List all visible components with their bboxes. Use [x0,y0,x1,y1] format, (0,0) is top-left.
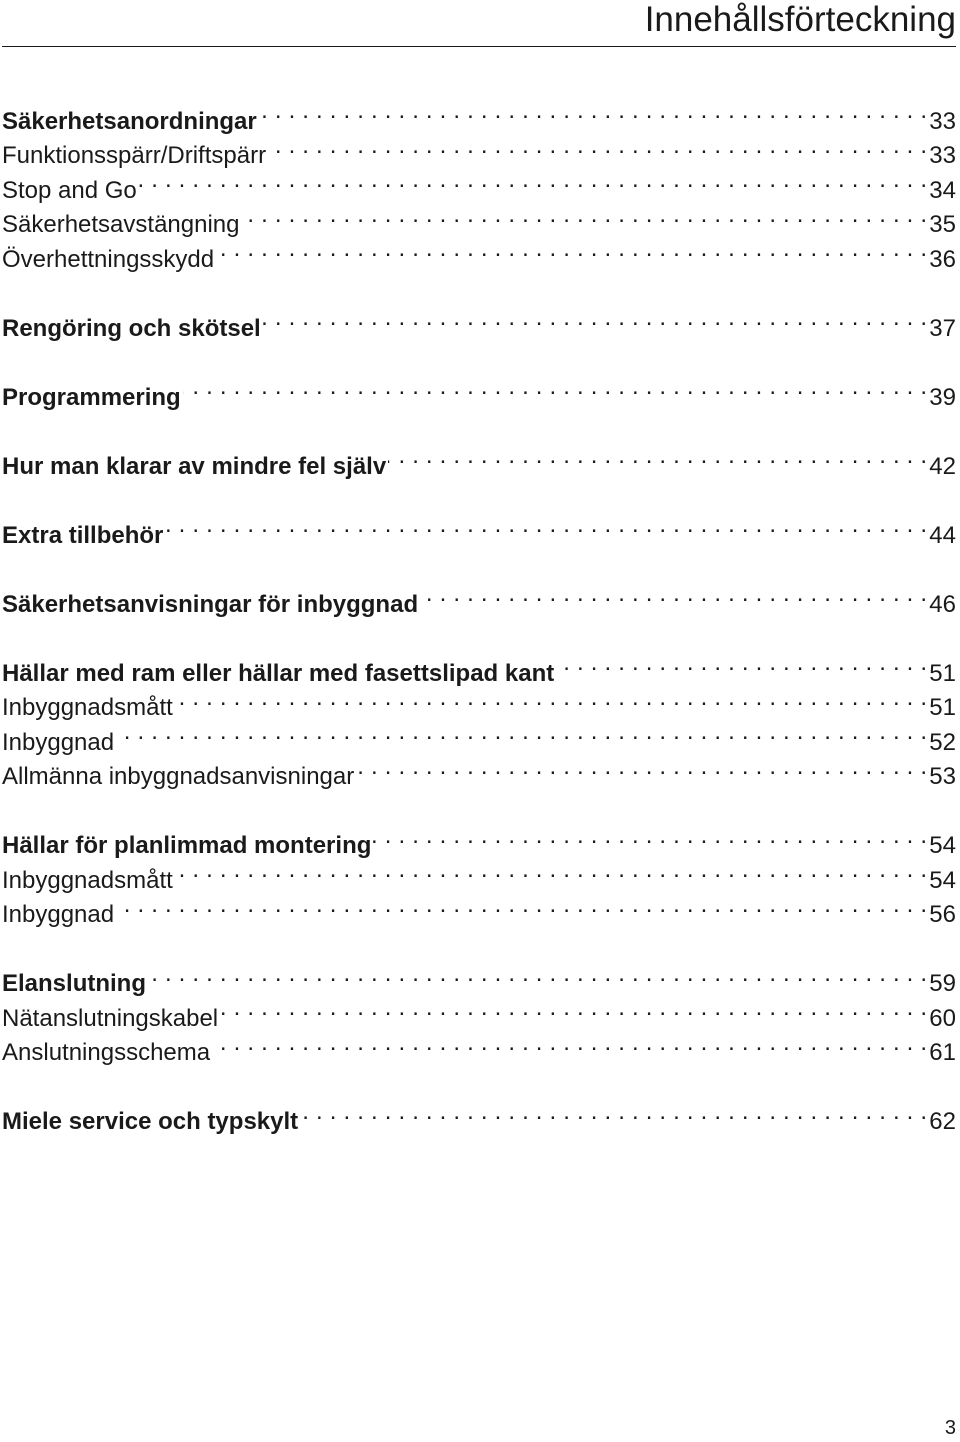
toc-entry-page-number: 59 [929,970,956,997]
header-divider [2,46,956,47]
toc-entry-label: Säkerhetsanvisningar för inbyggnad [2,590,419,618]
toc-entry-page-number: 54 [929,832,956,859]
toc-section [2,94,956,273]
toc-entry-page-number: 36 [929,245,956,273]
toc-heading-entry[interactable] [2,1095,956,1135]
toc-entry-label: Rengöring och skötsel [2,314,261,342]
toc-section [2,508,956,549]
toc-heading-entry[interactable] [2,577,956,618]
toc-subentry[interactable] [2,198,956,238]
toc-entry-label: Överhettningsskydd [2,245,215,273]
toc-entry-label: Anslutningsschema [2,1039,211,1066]
toc-entry-label: Allmänna inbyggnadsanvisningar [2,763,355,790]
toc-entry-label: Programmering [2,383,181,411]
toc-heading-entry[interactable] [2,957,956,997]
toc-entry-page-number: 52 [929,728,956,756]
toc-dot-leader [388,439,927,474]
toc-entry-page-number: 60 [929,1004,956,1032]
toc-dot-leader [148,957,927,992]
toc-heading-entry[interactable] [2,301,956,342]
toc-entry-label: Säkerhetsanordningar [2,107,257,135]
toc-section [2,370,956,411]
toc-entry-label: Elanslutning [2,970,146,997]
toc-dot-leader [268,129,927,164]
toc-entry-page-number: 46 [929,590,956,618]
toc-dot-leader [373,819,927,854]
toc-entry-page-number: 42 [929,452,956,480]
toc-dot-leader [263,301,928,336]
toc-heading-entry[interactable] [2,439,956,480]
toc-section [2,957,956,1066]
toc-subentry[interactable] [2,715,956,756]
toc-heading-entry[interactable] [2,94,956,135]
toc-dot-leader [300,1095,927,1130]
toc-entry-label: Hällar med ram eller hällar med fasettslipad kant [2,659,555,687]
toc-section [2,439,956,480]
table-of-contents [2,94,956,1164]
toc-entry-label: Inbyggnadsmått [2,694,173,721]
toc-entry-page-number: 44 [929,521,956,549]
toc-dot-leader [183,370,928,405]
toc-entry-page-number: 35 [929,211,956,238]
toc-dot-leader [212,1026,927,1061]
toc-heading-entry[interactable] [2,508,956,549]
toc-entry-page-number: 62 [929,1108,956,1135]
toc-subentry[interactable] [2,888,956,928]
toc-dot-leader [556,646,927,681]
toc-heading-entry[interactable] [2,646,956,687]
toc-dot-leader [242,198,928,233]
toc-dot-leader [116,888,927,923]
toc-dot-leader [139,163,928,198]
toc-dot-leader [356,750,927,785]
toc-section [2,646,956,790]
toc-heading-entry[interactable] [2,819,956,859]
toc-entry-page-number: 39 [929,383,956,411]
toc-dot-leader [175,853,928,888]
toc-entry-label: Nätanslutningskabel [2,1004,219,1032]
toc-entry-label: Inbyggnad [2,901,115,928]
toc-subentry[interactable] [2,750,956,790]
toc-dot-leader [116,715,927,750]
page-number: 3 [944,1417,956,1439]
toc-entry-page-number: 37 [929,314,956,342]
toc-subentry[interactable] [2,163,956,204]
toc-entry-label: Miele service och typskylt [2,1108,299,1135]
toc-entry-page-number: 51 [929,694,956,721]
toc-section [2,819,956,928]
toc-section [2,1095,956,1135]
toc-section [2,301,956,342]
toc-entry-page-number: 53 [929,763,956,790]
toc-entry-label: Hällar för planlimmad montering [2,832,372,859]
toc-entry-label: Stop and Go [2,176,137,204]
toc-dot-leader [420,577,927,612]
toc-entry-label: Funktionsspärr/Driftspärr [2,142,267,169]
toc-section [2,577,956,618]
toc-dot-leader [175,681,928,716]
toc-dot-leader [165,508,927,543]
toc-entry-page-number: 56 [929,901,956,928]
page-title: Innehållsförteckning [644,0,956,39]
toc-entry-page-number: 51 [929,659,956,687]
toc-entry-label: Extra tillbehör [2,521,164,549]
toc-entry-page-number: 61 [929,1039,956,1066]
toc-entry-page-number: 33 [929,107,956,135]
page-header [0,0,956,48]
toc-entry-label: Hur man klarar av mindre fel själv [2,452,387,480]
toc-entry-label: Inbyggnad [2,728,115,756]
toc-entry-label: Säkerhetsavstängning [2,211,240,238]
toc-heading-entry[interactable] [2,370,956,411]
toc-entry-page-number: 34 [929,176,956,204]
toc-entry-page-number: 33 [929,142,956,169]
toc-dot-leader [220,991,927,1026]
toc-dot-leader [259,94,928,129]
toc-entry-page-number: 54 [929,866,956,894]
toc-dot-leader [216,232,927,267]
toc-entry-label: Inbyggnadsmått [2,866,173,894]
